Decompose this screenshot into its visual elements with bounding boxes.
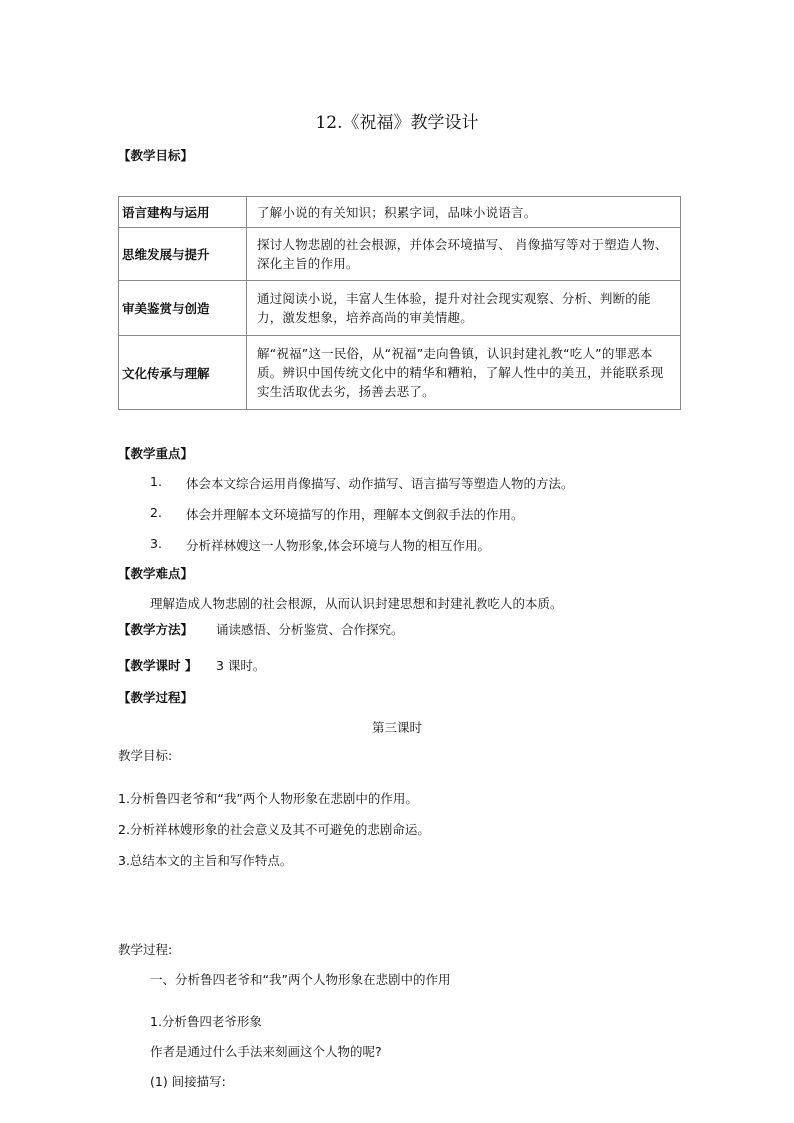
process-heading: 【教学过程】 xyxy=(118,690,194,705)
objective-key: 思维发展与提升 xyxy=(119,228,247,281)
objective-key: 审美鉴赏与创造 xyxy=(119,281,247,336)
methods-heading: 【教学方法】 xyxy=(118,622,194,637)
difficulty-heading: 【教学难点】 xyxy=(118,566,194,581)
key-point-number: 3. xyxy=(150,536,162,551)
objective-key: 文化传承与理解 xyxy=(119,336,247,410)
table-row xyxy=(119,281,681,336)
lesson-objective-item: 2.分析祥林嫂形象的社会意义及其不可避免的悲剧命运。 xyxy=(118,822,430,837)
methods-text: 诵读感悟、分析鉴赏、合作探究。 xyxy=(216,622,404,637)
objective-value: 探讨人物悲剧的社会根源，并体会环境描写、 肖像描写等对于塑造人物、深化主旨的作用。 xyxy=(247,228,681,281)
hours-text: 3 课时。 xyxy=(216,658,266,673)
objective-key: 语言建构与运用 xyxy=(119,197,247,228)
objectives-heading: 【教学目标】 xyxy=(118,148,194,163)
table-row xyxy=(119,336,681,410)
document-title: 12.《祝福》教学设计 xyxy=(315,113,479,133)
objective-value: 了解小说的有关知识；积累字词，品味小说语言。 xyxy=(247,197,681,228)
lesson-process-label: 教学过程: xyxy=(118,942,173,957)
key-point-number: 1. xyxy=(150,474,162,489)
key-point-number: 2. xyxy=(150,505,162,520)
part-one-title: 一、分析鲁四老爷和“我”两个人物形象在悲剧中的作用 xyxy=(150,972,451,987)
table-row xyxy=(119,228,681,281)
question-text: 作者是通过什么手法来刻画这个人物的呢? xyxy=(150,1044,382,1059)
difficulty-text: 理解造成人物悲剧的社会根源，从而认识封建思想和封建礼教吃人的本质。 xyxy=(150,596,563,611)
lesson-title: 第三课时 xyxy=(371,720,422,735)
objective-value: 解“祝福”这一民俗，从“祝福”走向鲁镇，认识封建礼教“吃人”的罪恶本质。辨识中国传统文化中的精华和糟粕，了解人性中的美丑，并能联系现实生活取优去劣，扬善去恶了。 xyxy=(247,336,681,410)
key-points-heading: 【教学重点】 xyxy=(118,446,194,461)
lesson-objective-item: 1.分析鲁四老爷和“我”两个人物形象在悲剧中的作用。 xyxy=(118,791,418,806)
key-point-text: 分析祥林嫂这一人物形象,体会环境与人物的相互作用。 xyxy=(186,538,490,553)
objective-value: 通过阅读小说，丰富人生体验，提升对社会现实观察、分析、判断的能力，激发想象，培养高尚的审美情趣。 xyxy=(247,281,681,336)
hours-heading: 【教学课时 】 xyxy=(118,658,198,673)
lesson-objective-item: 3.总结本文的主旨和写作特点。 xyxy=(118,853,293,868)
objectives-table xyxy=(118,196,681,410)
key-point-text: 体会并理解本文环境描写的作用，理解本文倒叙手法的作用。 xyxy=(186,507,524,522)
sub-one-title: 1.分析鲁四老爷形象 xyxy=(150,1014,262,1029)
table-row xyxy=(119,197,681,228)
indirect-description-label: (1) 间接描写: xyxy=(150,1074,226,1089)
key-point-text: 体会本文综合运用肖像描写、动作描写、语言描写等塑造人物的方法。 xyxy=(186,476,574,491)
lesson-objectives-label: 教学目标: xyxy=(118,748,173,763)
